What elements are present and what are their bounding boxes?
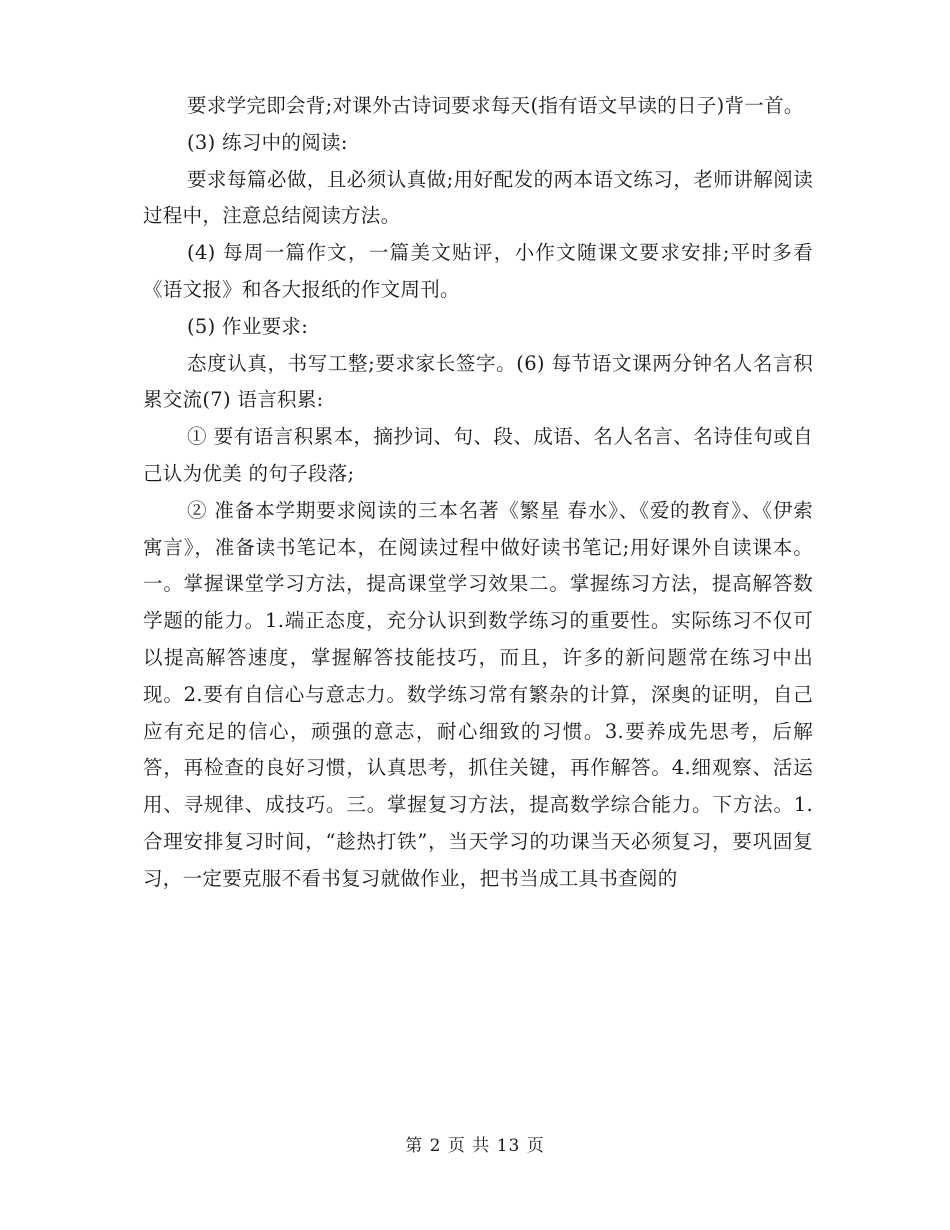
paragraph: (3) 练习中的阅读: bbox=[187, 130, 348, 154]
paragraph: 要求每篇必做，且必须认真做;用好配发的两本语文练习，老师讲解阅读过程中，注意总结阅读方法。 bbox=[143, 167, 813, 228]
paragraph: (5) 作业要求: bbox=[187, 314, 309, 338]
paragraph: ① 要有语言积累本，摘抄词、句、段、成语、名人名言、名诗佳句或自己认为优美 的句子段落; bbox=[143, 425, 813, 485]
paragraph: ② 准备本学期要求阅读的三本名著《繁星 春水》、《爱的教育》、《伊索寓言》，准备读书笔记本，在阅读过程中做好读书笔记;用好课外自读课本。一。掌握课堂学习方法，提高课堂学习效果二。掌握练习方法，提高解答数学题的能力。1.端正态度，充分认识到数学练习的重要性。实际练习不仅可以提高解答速度，掌握解答技能技巧，而且，许多的新问题常在练习中出现。2.要有自信心与意志力。数学练习常有繁杂的计算，深奥的证明，自己应有充足的信心，顽强的意志，耐心细致的习惯。3.要养成先思考，后解答，再检查的良好习惯，认真思考，抓住关键，再作解答。4.细观察、活运用、寻规律、成技巧。三。掌握复习方法，提高数学综合能力。下方法。1.合理安排复习时间，“趁热打铁”，当天学习的功课当天必须复习，要巩固复习，一定要克服不看书复习就做作业，把书当成工具书查阅的 bbox=[143, 498, 813, 890]
document-body bbox=[143, 88, 813, 898]
paragraph: 态度认真，书写工整;要求家长签字。(6) 每节语文课两分钟名人名言积累交流(7) 语言积累: bbox=[143, 351, 813, 412]
paragraph: 要求学完即会背;对课外古诗词要求每天(指有语文早读的日子)背一首。 bbox=[187, 94, 804, 117]
page-number-footer: 第 2 页 共 13 页 bbox=[405, 1136, 545, 1156]
paragraph: (4) 每周一篇作文，一篇美文贴评，小作文随课文要求安排;平时多看《语文报》和各大报纸的作文周刊。 bbox=[143, 241, 813, 301]
